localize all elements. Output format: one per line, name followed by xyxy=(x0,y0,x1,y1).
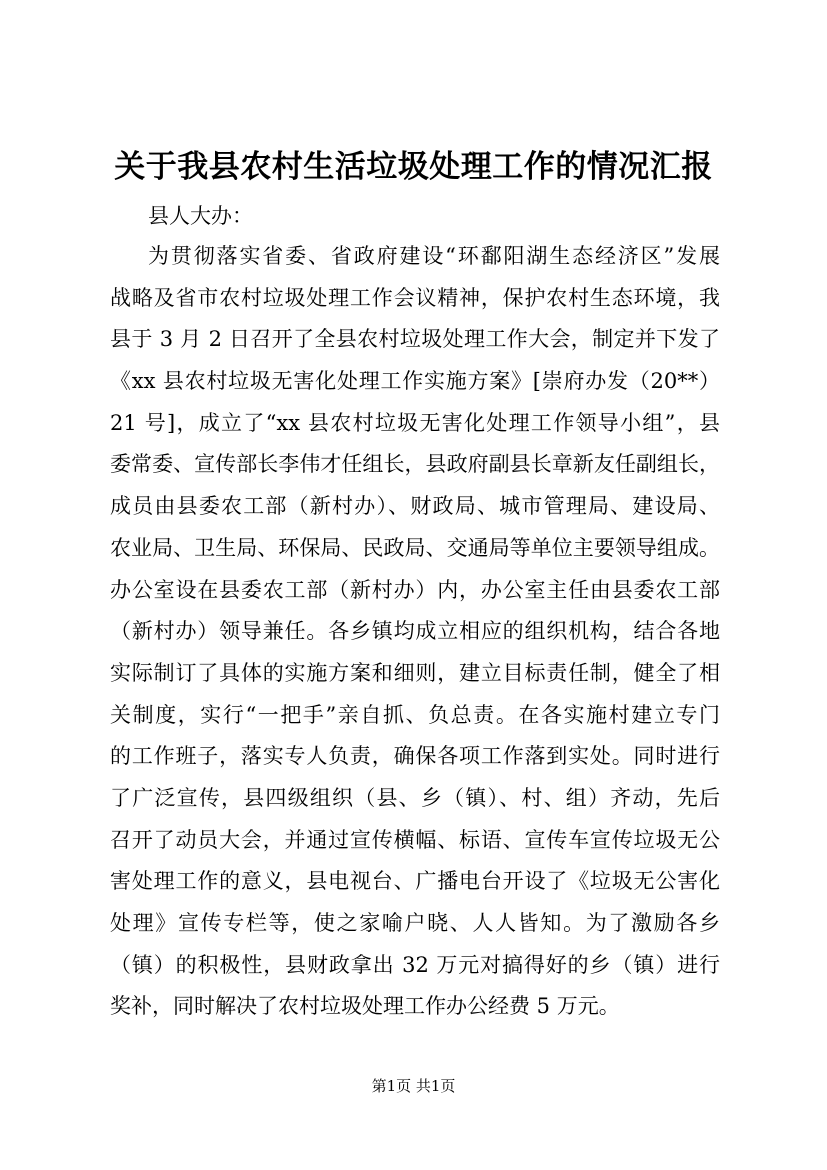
body-line: 农业局、卫生局、环保局、民政局、交通局等单位主要领导组成。 xyxy=(110,536,720,560)
body-line: 委常委、宣传部长李伟才任组长，县政府副县长章新友任副组长， xyxy=(110,452,720,476)
page-footer: 第1页 共1页 xyxy=(371,1077,456,1095)
body-line: 的工作班子，落实专人负责，确保各项工作落到实处。同时进行 xyxy=(110,744,720,768)
salutation: 县人大办： xyxy=(148,204,253,228)
document-title: 关于我县农村生活垃圾处理工作的情况汇报 xyxy=(114,149,713,185)
body-line: 办公室设在县委农工部（新村办）内，办公室主任由县委农工部 xyxy=(110,578,720,602)
body-line: （镇）的积极性，县财政拿出 32 万元对搞得好的乡（镇）进行 xyxy=(110,953,720,977)
body-line: （新村办）领导兼任。各乡镇均成立相应的组织机构，结合各地 xyxy=(110,619,720,643)
body-line: 了广泛宣传，县四级组织（县、乡（镇）、村、组）齐动，先后 xyxy=(110,786,720,810)
body-line: 奖补，同时解决了农村垃圾处理工作办公经费 5 万元。 xyxy=(110,994,620,1018)
body-line: 召开了动员大会，并通过宣传横幅、标语、宣传车宣传垃圾无公 xyxy=(110,828,720,852)
body-line: 害处理工作的意义，县电视台、广播电台开设了《垃圾无公害化 xyxy=(110,869,720,893)
body-line: 为贯彻落实省委、省政府建设“环鄱阳湖生态经济区”发展 xyxy=(148,244,720,268)
body-line: 《xx 县农村垃圾无害化处理工作实施方案》[崇府办发（20**） xyxy=(110,369,720,393)
body-line: 处理》宣传专栏等，使之家喻户晓、人人皆知。为了激励各乡 xyxy=(110,911,720,935)
body-line: 实际制订了具体的实施方案和细则，建立目标责任制，健全了相 xyxy=(110,661,720,685)
body-line: 成员由县委农工部（新村办）、财政局、城市管理局、建设局、 xyxy=(110,494,720,518)
body-line: 21 号]，成立了“xx 县农村垃圾无害化处理工作领导小组”，县 xyxy=(110,411,720,435)
body-line: 县于 3 月 2 日召开了全县农村垃圾处理工作大会，制定并下发了 xyxy=(110,327,720,351)
body-line: 战略及省市农村垃圾处理工作会议精神，保护农村生态环境，我 xyxy=(110,286,720,310)
body-line: 关制度，实行“一把手”亲自抓、负总责。在各实施村建立专门 xyxy=(110,703,720,727)
